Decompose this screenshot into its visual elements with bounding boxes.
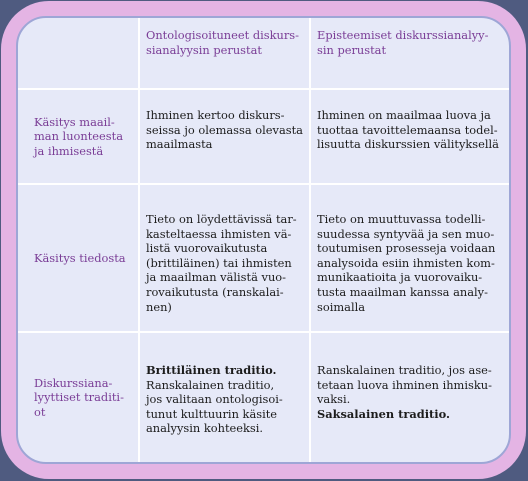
cell-line: ja maailman välistä vuo- <box>146 270 286 285</box>
cell-line: jos valitaan ontologisoi- <box>146 392 283 407</box>
header-empty-cell <box>18 18 140 90</box>
cell-worldview-ontological <box>140 90 311 185</box>
row-label-traditions <box>18 333 140 462</box>
cell-line: listä vuorovaikutusta <box>146 241 268 256</box>
cell-line: rovaikutusta (ranskalai- <box>146 284 284 299</box>
cell-line: Tieto on muuttuvassa todelli- <box>317 212 486 226</box>
cell-line: maailmasta <box>146 137 213 152</box>
cell-line: nen) <box>146 299 172 314</box>
cell-line: kasteltaessa ihmisten vä- <box>146 226 292 241</box>
cell-line: Ihminen kertoo diskurs- <box>146 108 285 122</box>
cell-bold-line: Brittiläinen traditio. <box>146 363 277 377</box>
cell-line: toutumisen prosesseja voidaan <box>317 241 496 256</box>
cell-traditions-ontological <box>140 333 311 462</box>
comparison-table <box>16 16 511 464</box>
cell-line: Ranskalainen traditio, jos ase- <box>317 363 492 377</box>
row-label-line: ja ihmisestä <box>34 143 104 158</box>
row-label-worldview <box>18 90 140 185</box>
cell-line: suudessa syntyvää ja sen muo- <box>317 226 495 241</box>
row-label-line: lyyttiset traditi- <box>34 390 124 405</box>
cell-line: Ranskalainen traditio, <box>146 377 275 392</box>
cell-line: analysoida esiin ihmisten kom- <box>317 255 495 270</box>
cell-line: tetaan luova ihminen ihmisku- <box>317 377 492 392</box>
header-ontological <box>140 18 311 90</box>
cell-worldview-epistemic <box>311 90 509 185</box>
cell-line: analyysin kohteeksi. <box>146 421 264 436</box>
row-label-knowledge <box>18 185 140 333</box>
header-epistemic-line: sin perustat <box>317 42 387 57</box>
row-label-line: ot <box>34 404 46 419</box>
outer-frame <box>1 1 526 479</box>
cell-line: Tieto on löydettävissä tar- <box>146 212 297 226</box>
cell-line: lisuutta diskurssien välityksellä <box>317 137 499 152</box>
row-label-line: Käsitys maail- <box>34 114 115 129</box>
cell-line: seissa jo olemassa olevasta <box>146 122 303 137</box>
cell-line: soimalla <box>317 299 366 314</box>
cell-line: Ihminen on maailmaa luova ja <box>317 108 491 122</box>
header-ontological-line: Ontologisoituneet diskurs- <box>146 28 299 42</box>
row-label-line: man luonteesta <box>34 129 123 144</box>
cell-bold-line: Saksalainen traditio. <box>317 406 450 421</box>
cell-line: tunut kulttuurin käsite <box>146 406 278 421</box>
cell-line: tuottaa tavoittelemaansa todel- <box>317 122 498 137</box>
header-ontological-line: sianalyysin perustat <box>146 42 262 57</box>
cell-line: tusta maailman kanssa analy- <box>317 284 488 299</box>
cell-line: munikaatioita ja vuorovaiku- <box>317 270 483 285</box>
cell-line: vaksi. <box>317 392 351 407</box>
header-epistemic <box>311 18 509 90</box>
cell-knowledge-epistemic <box>311 185 509 333</box>
header-epistemic-line: Episteemiset diskurssianalyy- <box>317 28 489 42</box>
row-label-line: Diskurssiana- <box>34 375 113 390</box>
row-label-line: Käsitys tiedosta <box>34 250 126 265</box>
cell-traditions-epistemic <box>311 333 509 462</box>
cell-knowledge-ontological <box>140 185 311 333</box>
cell-line: (brittiläinen) tai ihmisten <box>146 255 292 270</box>
